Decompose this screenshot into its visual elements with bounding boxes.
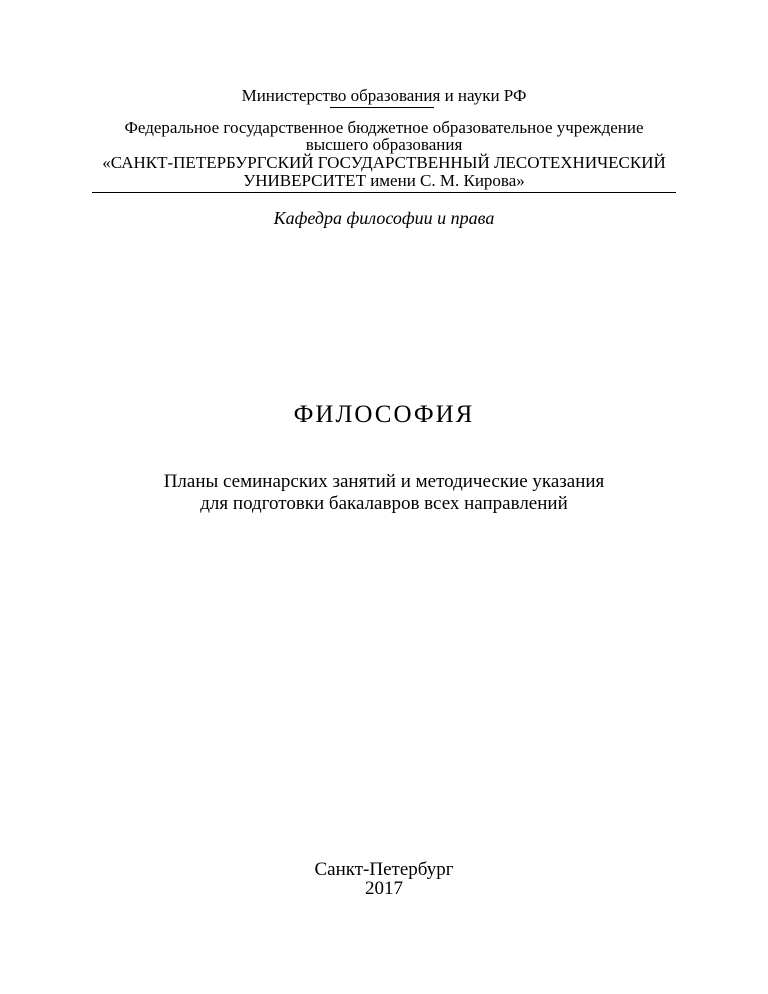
institution-line-4: УНИВЕРСИТЕТ имени С. М. Кирова»	[243, 171, 525, 190]
department-name: Кафедра философии и права	[273, 208, 495, 228]
institution-line-2: высшего образования	[305, 135, 463, 154]
subtitle-line-1: Планы семинарских занятий и методические указания	[163, 471, 605, 492]
publication-year: 2017	[365, 878, 403, 899]
ministry-name: Министерство образования и науки РФ	[241, 86, 527, 105]
header-divider	[92, 192, 676, 193]
ministry-underline	[330, 107, 434, 108]
institution-line-1: Федеральное государственное бюджетное образовательное учреждение	[124, 118, 644, 137]
document-title: ФИЛОСОФИЯ	[293, 401, 475, 428]
institution-line-3: «САНКТ-ПЕТЕРБУРГСКИЙ ГОСУДАРСТВЕННЫЙ ЛЕСОТЕХНИЧЕСКИЙ	[102, 153, 666, 172]
subtitle-line-2: для подготовки бакалавров всех направлений	[200, 493, 568, 514]
publication-city: Санкт-Петербург	[314, 859, 454, 880]
